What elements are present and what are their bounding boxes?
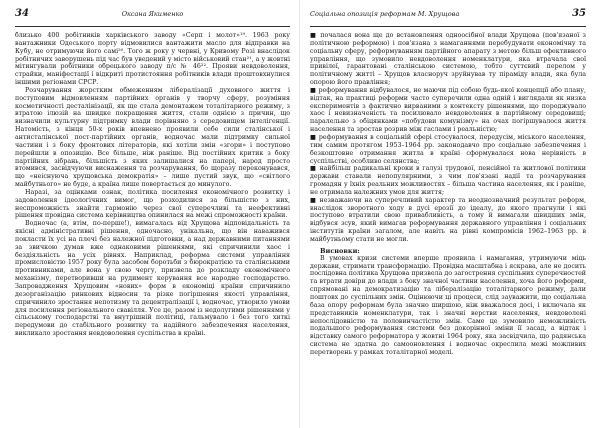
paragraph: близько 400 робітників харківського заводу «Серп і молот»¹⁹. 1963 року вантажники Одеського порту відмовилися вантажити масло для відправки на Кубу, не отримуючи його самі²⁰. Того ж року у червні, у Кривому Розі внаслідок робітничих заворушень під час був уведений у місто військовий стан²¹, а у жовтні мітингували робітники обрецького заводу п/с № 46²². Прояви невдоволення, страйки, маніфестації і відкриті протистояння робітників влади проштовхнулися іншими регіонами СРСР. [15, 32, 290, 87]
right-page-number: 35 [572, 8, 586, 19]
bullet-item: ■ реформування відбувалося, не маючи під собою будь-якої концепції або плану, відтак, на практиці реформи часто суперечили одна одній і виглядали як низка експериментів з фактично вирваними з контексту рішеннями, що породжувало хаос і невизначеність та посилювало невдоволення в партійному середовищі; паралельно з обіцянками «побудови комунізму» на очах погіршувалося життя населення та зростав розрив між гаслами і реальністю; [310, 86, 586, 134]
paragraph: Наразі, за оцінками ознак, політика посилення економічного розвитку і задоволення ідеологічних вимог, що розходилися за більшістю з них, неспроможність знайти гармонію через свої суперечливі та неефективні рішення провідна система керівництва опинилася на межі спроможності країни. [15, 188, 290, 220]
right-page-body [310, 32, 586, 357]
conclusion-heading: Висновки: [320, 246, 360, 255]
left-running-head: Оксана Якименко [121, 10, 184, 18]
paragraph: Водночас (а, втім, по-перше!), вимагалась від Хрущова відповідальність та якісні адміністративні рішення, одночасно, унікальна, що він наважився покласти їх усі на плечі без належної підготовки, а над державними питаннями за звичкою думав вже однаковими рішеннями, які спричинили хаос і бездіяльність на усіх рівнях. Наприклад, реформа системи управління промисловістю 1957 року була засобом боротьби з бюрократією та сталінськими противниками, але вона у свою чергу, призвела до розкладу економічного механізму, перетворивши на рудимент керування все народне господарство. Запровадження Хрущовим «нових» форм в економіці країни спричинило дезорганізацію ринкових відносин та різке погіршення якості управління, спричинило зростання непотизму та децентралізації і, водночас, утворило умови для посилення регіонального свавілля. Усе це, разом із недолугими рішеннями у сільському господарстві та внутрішній політиці, гальмувало і без того хиткі передумови до стабільного розвитку та надійного забезпечення населення, викликало зростання невдоволення суспільства в країні. [15, 220, 290, 338]
right-page [300, 0, 600, 428]
right-running-head: Соціальна опозиція реформам М. Хрущова [310, 10, 460, 18]
left-page-body [15, 32, 290, 338]
left-page-header [15, 6, 290, 27]
bullet-item: ■ найбільш радикальні кроки в галузі трудової, пенсійної та житлової політики держави ставали непопулярними, з чим пов'язані надії та розчарування громадян у їхніх реальних можливостях – більша частина населення, як і раніше, не отримала належних умов для життя; [310, 165, 586, 196]
bullet-item: ■ почалася вона ще до встановлення одноосібної влади Хрущова (пов'язаної з політичною реформою) і пов'язана з намаганнями перебудувати економічну та соціальну сферу, реформуванням партійного апарату з метою більш ефективного управління, що зумовило невдоволення номенклатури, яка втрачала свої привілеї, гарантовані сталінською системою, тобто суттєвий перелом у політичному житті – Хрущов власноруч зруйнував ту піраміду влади, яка була опорою його правління; [310, 32, 586, 87]
paragraph: Розчарування жорстким обмеженням лібералізації духовного життя і поступовим відмовленням партійних органів у творчу сферу, розуміння косметичності десталінізації, як ще стала демонтажем тоталітарного режиму, з втратою ілюзій на швидке покращення життя, стали однією з причин, що визначили культурну підтримку влади порівняно з середовищем інтелігенції. Натомість, з кінця 50-х років впевнено проявили себе сили сталінської і антисталінської пост-партійних органів, водночас мали підтримку сильної частини і з боку фронтових літераторів, які хотіли змін «згори» і поступово перейшли в опозицію. Все більше, ніж раніше. Від постійних критик з боку партійних зібрань, більшість з яких залишалися на папері, народ просто втомився, засвідчуючи виснаження та розчарування, бо щоразу переконувався, що «неіснуюча хрущовська демократія» – лише пустий звук, що «світлого майбутнього» не буде, а країна лише повертається до минулого. [15, 86, 290, 189]
conclusion-paragraph: В умовах кризи системи вперше проявила і намагання, утримуючи міць держави, стримати трансформацію. Провідна масштабна і яскрава, але не досить послідовна політика Хрущова призвела до загострення суспільних суперечностей та втрати довіри до влади з боку значної частини населення, хоча його реформи, спрямовані на демократизацію та лібералізацію тоталітарного режиму, дали поштовх до суспільних змін. Оцінюючи ці процеси, слід зауважити, що соціальна база опору реформам була значно ширшою, ніж вважалося досі, і включала як представників номенклатури, так і значні верстви населення, невдоволені непослідовністю та половинчастістю змін. Саме це зумовило неможливість подальшого реформування системи без докорінної зміни її засад, а відтак і відставку самого реформатора у жовтні 1964 року, яка засвідчила, що радянська система не здатна до самооновлення і водночас окреслила межі можливих перетворень у рамках тоталітарної моделі. [310, 254, 586, 356]
right-page-header [310, 6, 586, 27]
bullet-item: ■ незважаючи на суперечливий характер та неоднозначний результат реформ, внаслідок зворотного ходу в дусі ерозії до ідеалу, до якого прагнули і які поступово втратили свою привабливість, а тому й вимагали швидших змін, відбувся зсув, який вимагав реформування державного управління і соціальних інститутів країни загалом, але навіть на рівні компромісів 1962–1963 рр. в майбутньому стати не могли. [310, 196, 586, 243]
bullet-item: ■ реформування в соціальній сфері стосувалося, передусім, міського населення, тим самим протягом 1953–1964 рр. законодавчо про соціальне забезпечення і безкоштовне отримання житла в країні сформувалася нова нерівність в суспільстві, особливо селянства; [310, 133, 586, 165]
left-page-number: 34 [15, 8, 29, 19]
